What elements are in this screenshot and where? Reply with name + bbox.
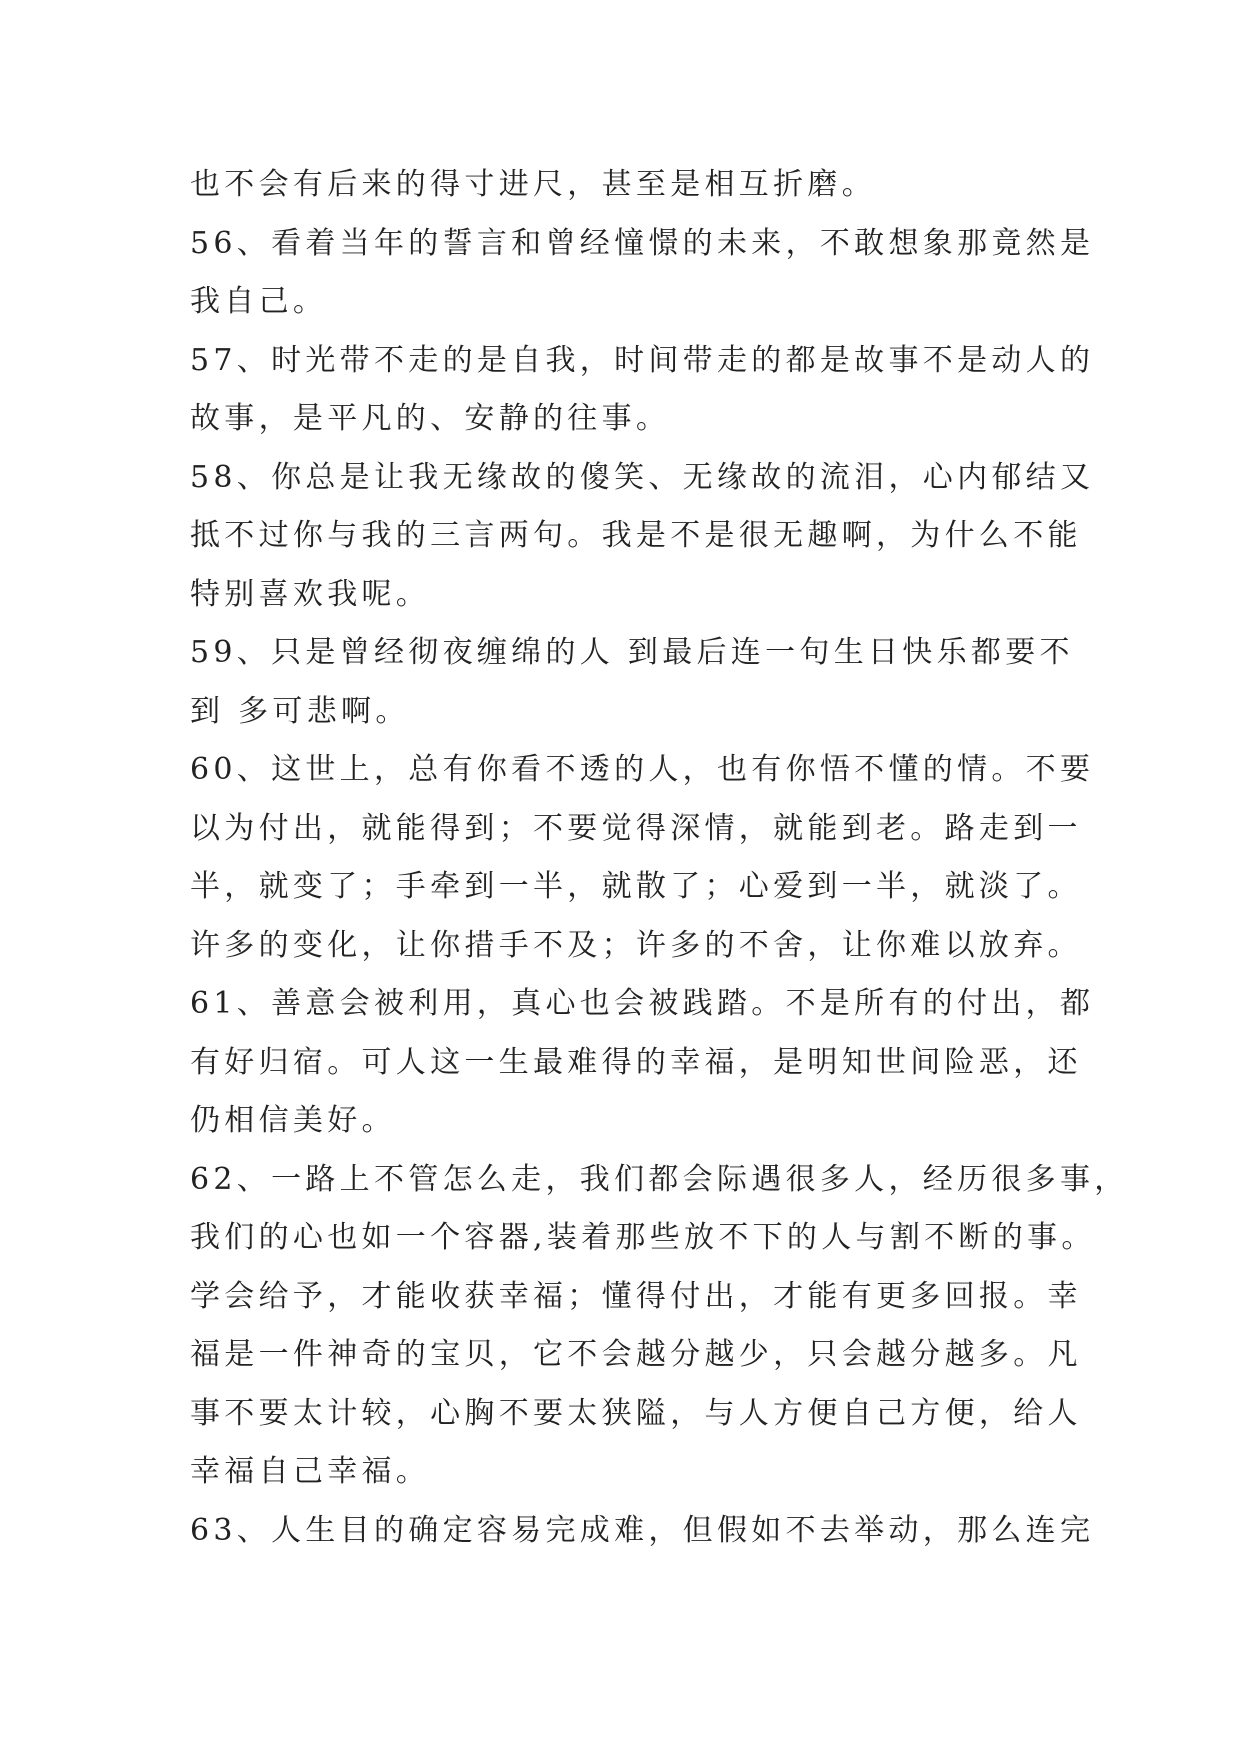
text-line: 幸福自己幸福。 [190, 1454, 431, 1489]
text-line: 故事，是平凡的、安静的往事。 [190, 401, 671, 436]
text-line: 仍相信美好。 [190, 1103, 396, 1138]
text-line: 半，就变了；手牵到一半，就散了；心爱到一半，就淡了。 [190, 869, 1082, 904]
text-line: 抵不过你与我的三言两句。我是不是很无趣啊，为什么不能 [190, 518, 1082, 553]
text-line: 62、一路上不管怎么走，我们都会际遇很多人，经历很多事， [190, 1161, 1129, 1197]
text-line: 60、这世上，总有你看不透的人，也有你悟不懂的情。不要 [190, 752, 1095, 787]
text-line: 特别喜欢我呢。 [190, 576, 431, 612]
text-line: 58、你总是让我无缘故的傻笑、无缘故的流泪，心内郁结又 [190, 459, 1095, 495]
text-line: 56、看着当年的誓言和曾经憧憬的未来，不敢想象那竟然是 [190, 225, 1095, 261]
text-line: 学会给予，才能收获幸福；懂得付出，才能有更多回报。幸 [190, 1278, 1082, 1314]
document-body [190, 156, 1129, 1560]
text-line: 许多的变化，让你措手不及；许多的不舍，让你难以放弃。 [190, 927, 1082, 963]
text-line: 59、只是曾经彻夜缠绵的人 到最后连一句生日快乐都要不 [190, 635, 1074, 670]
text-line: 57、时光带不走的是自我，时间带走的都是故事不是动人的 [190, 342, 1095, 378]
text-line: 有好归宿。可人这一生最难得的幸福，是明知世间险恶，还 [190, 1044, 1082, 1080]
text-line: 我们的心也如一个容器,装着那些放不下的人与割不断的事。 [190, 1220, 1096, 1255]
text-line: 福是一件神奇的宝贝，它不会越分越少，只会越分越多。凡 [190, 1337, 1082, 1372]
text-line: 也不会有后来的得寸进尺，甚至是相互折磨。 [190, 167, 876, 202]
text-line: 61、善意会被利用，真心也会被践踏。不是所有的付出，都 [190, 986, 1095, 1021]
text-line: 到 多可悲啊。 [190, 693, 410, 729]
text-line: 以为付出，就能得到；不要觉得深情，就能到老。路走到一 [190, 810, 1082, 846]
text-line: 我自己。 [190, 284, 328, 319]
text-line: 63、人生目的确定容易完成难，但假如不去举动，那么连完 [190, 1512, 1095, 1548]
text-line: 事不要太计较，心胸不要太狭隘，与人方便自己方便，给人 [190, 1395, 1082, 1431]
